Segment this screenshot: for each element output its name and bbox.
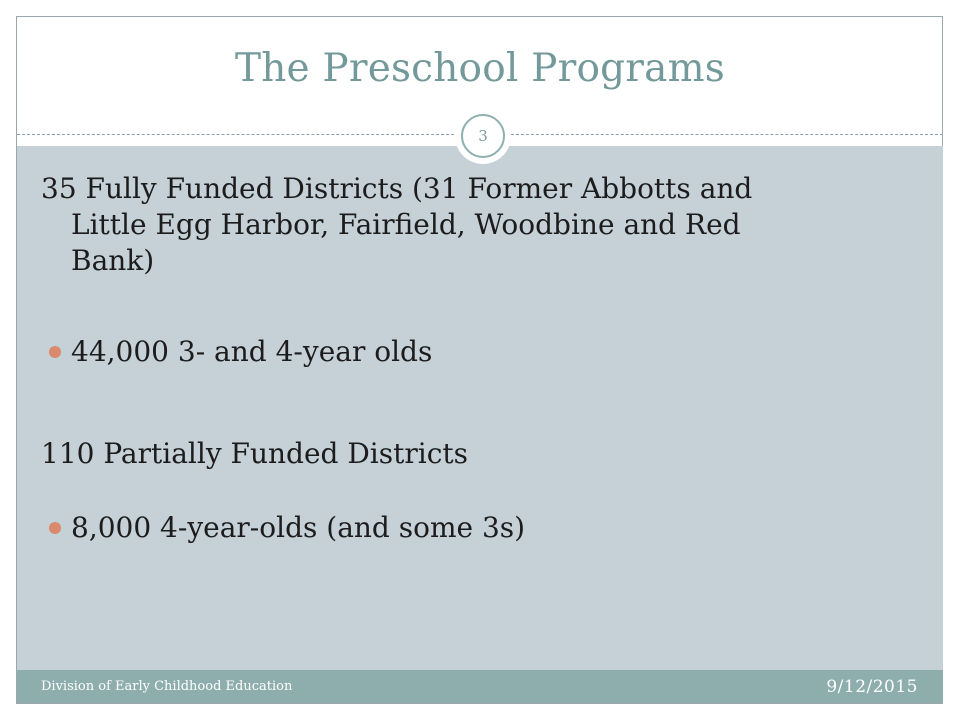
paragraph-partially-funded: 110 Partially Funded Districts	[41, 437, 469, 470]
bullet-text: 8,000 4-year-olds (and some 3s)	[71, 511, 526, 544]
paragraph-line: 35 Fully Funded Districts (31 Former Abbotts and	[41, 172, 753, 205]
bullet-text: 44,000 3- and 4-year olds	[71, 335, 433, 368]
footer-organization: Division of Early Childhood Education	[41, 679, 293, 694]
paragraph-fully-funded	[41, 171, 901, 279]
bullet-dot-icon	[49, 346, 61, 358]
slide-number: 3	[461, 114, 505, 158]
bullet-item-partially-funded-count	[41, 510, 525, 546]
footer-date: 9/12/2015	[826, 677, 918, 697]
paragraph-line: Little Egg Harbor, Fairfield, Woodbine and Red	[71, 208, 741, 241]
bullet-item-fully-funded-count	[41, 334, 432, 370]
slide-title: The Preschool Programs	[235, 46, 725, 91]
paragraph-line: Bank)	[71, 244, 155, 277]
bullet-dot-icon	[49, 522, 61, 534]
